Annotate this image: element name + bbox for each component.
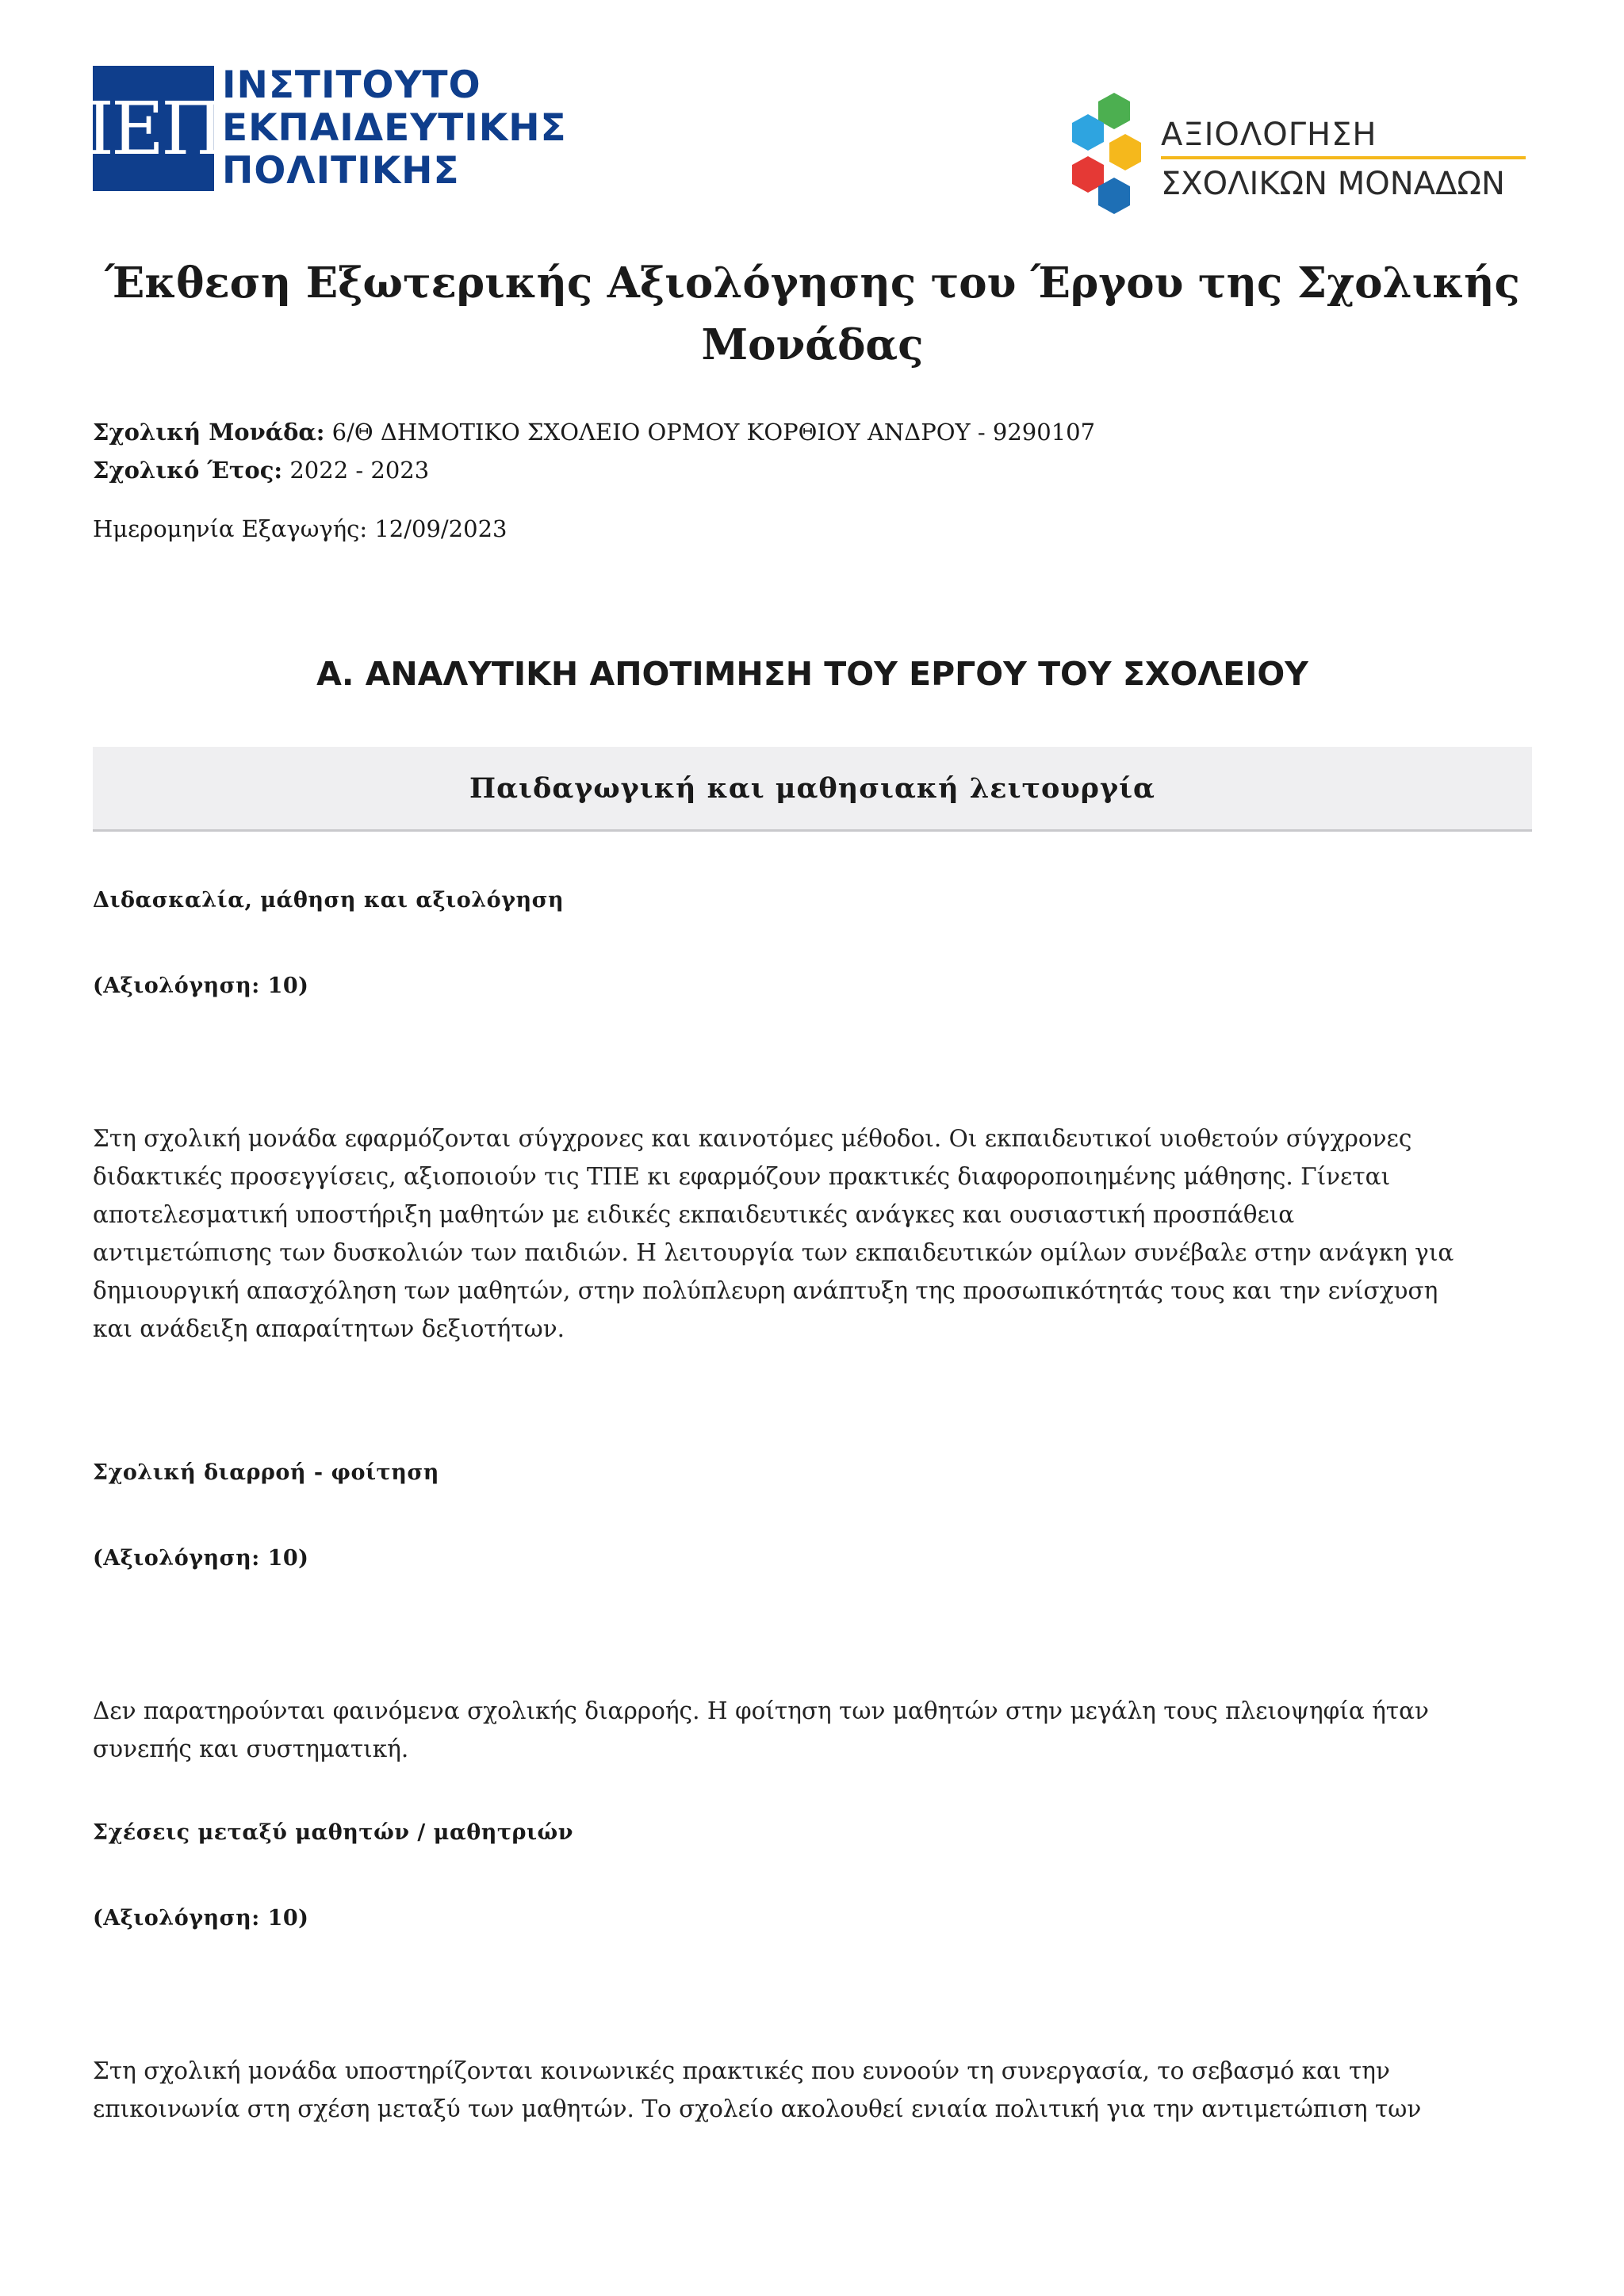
iep-logo-mark: ΙΕΠ [93, 66, 214, 191]
category-band: Παιδαγωγική και μαθησιακή λειτουργία [93, 747, 1532, 832]
school-unit-label: Σχολική Μονάδα: [93, 419, 325, 446]
school-year-label: Σχολικό Έτος: [93, 457, 283, 484]
section-heading: Α. ΑΝΑΛΥΤΙΚΗ ΑΠΟΤΙΜΗΣΗ ΤΟΥ ΕΡΓΟΥ ΤΟΥ ΣΧΟΛΕΙΟΥ [316, 655, 1308, 693]
paragraph-line: και ανάδειξη απαραίτητων δεξιοτήτων. [93, 1315, 565, 1342]
iep-logo-line: ΕΚΠΑΙΔΕΥΤΙΚΗΣ [222, 106, 567, 150]
paragraph-line: Στη σχολική μονάδα υποστηρίζονται κοινωνικές πρακτικές που ευνοούν τη συνεργασία, το σεβασμό και την [93, 2057, 1390, 2084]
iep-logo-text [222, 63, 567, 193]
paragraph-line: διδακτικές προσεγγίσεις, αξιοποιούν τις ΤΠΕ κι εφαρμόζουν πρακτικές διαφοροποιημένης μάθησης. Γίνεται [93, 1163, 1391, 1190]
item-heading: Διδασκαλία, μάθηση και αξιολόγηση [93, 888, 565, 913]
axiologisi-logo [1072, 93, 1532, 220]
item-paragraph [93, 1692, 1528, 1768]
iep-logo-line: ΙΝΣΤΙΤΟΥΤΟ [222, 63, 481, 107]
export-date: Ημερομηνία Εξαγωγής: 12/09/2023 [93, 515, 508, 542]
paragraph-line: Δεν παρατηρούνται φαινόμενα σχολικής διαρροής. Η φοίτηση των μαθητών στην μεγάλη τους πλειοψηφία ήταν [93, 1697, 1429, 1724]
iep-logo [85, 63, 567, 193]
school-unit-row [93, 416, 1095, 448]
document-title: Έκθεση Εξωτερικής Αξιολόγησης του Έργου της Σχολικής Μονάδας [105, 258, 1520, 369]
paragraph-line: δημιουργική απασχόληση των μαθητών, στην πολύπλευρη ανάπτυξη της προσωπικότητάς τους και την ενίσχυση [93, 1277, 1438, 1304]
paragraph-line: συνεπής και συστηματική. [93, 1735, 409, 1762]
axiologisi-logo-text [1161, 117, 1526, 202]
axiologisi-logo-line1: ΑΞΙΟΛΟΓΗΣΗ [1161, 117, 1377, 153]
item-heading: Σχολική διαρροή - φοίτηση [93, 1460, 439, 1485]
paragraph-line: αποτελεσματική υποστήριξη μαθητών με ειδικές εκπαιδευτικές ανάγκες και ουσιαστική προσπάθεια [93, 1201, 1295, 1228]
item-paragraph [93, 1119, 1528, 1348]
school-year-row [93, 454, 429, 486]
paragraph-line: επικοινωνία στη σχέση μεταξύ των μαθητών. Το σχολείο ακολουθεί ενιαία πολιτική για την αντιμετώπιση των [93, 2095, 1422, 2122]
iep-logo-line: ΠΟΛΙΤΙΚΗΣ [222, 149, 460, 193]
item-score: (Αξιολόγηση: 10) [93, 1906, 309, 1931]
item-score: (Αξιολόγηση: 10) [93, 974, 309, 998]
axiologisi-logo-divider [1161, 156, 1526, 159]
item-heading: Σχέσεις μεταξύ μαθητών / μαθητριών [93, 1820, 573, 1845]
school-unit-value: 6/Θ ΔΗΜΟΤΙΚΟ ΣΧΟΛΕΙΟ ΟΡΜΟΥ ΚΟΡΘΙΟΥ ΑΝΔΡΟΥ - 9290107 [324, 419, 1096, 446]
school-year-value: 2022 - 2023 [282, 457, 430, 484]
item-score: (Αξιολόγηση: 10) [93, 1546, 309, 1571]
item-paragraph [93, 2052, 1528, 2128]
paragraph-line: αντιμετώπισης των δυσκολιών των παιδιών. Η λειτουργία των εκπαιδευτικών ομίλων συνέβαλε στην ανάγκη για [93, 1239, 1454, 1266]
paragraph-line: Στη σχολική μονάδα εφαρμόζονται σύγχρονες και καινοτόμες μέθοδοι. Οι εκπαιδευτικοί υιοθετούν σύγχρονες [93, 1125, 1412, 1152]
axiologisi-logo-line2: ΣΧΟΛΙΚΩΝ ΜΟΝΑΔΩΝ [1161, 166, 1505, 202]
hexagon-cluster-icon [1072, 93, 1159, 220]
